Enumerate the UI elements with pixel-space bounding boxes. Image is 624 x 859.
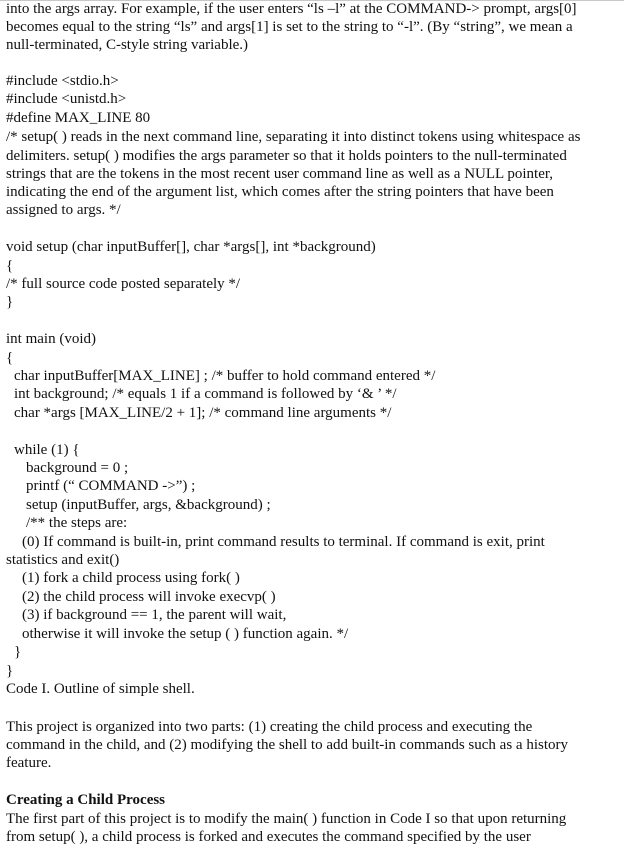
text-line: /* full source code posted separately */	[6, 276, 241, 292]
text-line: command in the child, and (2) modifying the shell to add built-in commands such as a history	[6, 737, 568, 753]
text-line: (0) If command is built-in, print command results to terminal. If command is exit, print	[22, 534, 545, 550]
text-line: otherwise it will invoke the setup ( ) function again. */	[22, 626, 349, 642]
text-line: feature.	[6, 755, 52, 771]
text-line: }	[14, 644, 22, 660]
text-line: indicating the end of the argument list, which comes after the string pointers that have been	[6, 184, 554, 200]
text-line: int main (void)	[6, 331, 96, 347]
text-line: {	[6, 258, 14, 274]
text-line: }	[6, 294, 14, 310]
text-line: (3) if background == 1, the parent will wait,	[22, 607, 287, 623]
text-line: setup (inputBuffer, args, &background) ;	[26, 497, 271, 513]
text-line: while (1) {	[14, 442, 80, 458]
text-line: #include <unistd.h>	[6, 91, 127, 107]
text-line: /* setup( ) reads in the next command line, separating it into distinct tokens using whitespace as	[6, 129, 581, 145]
text-line: null-terminated, C-style string variable.)	[6, 37, 249, 53]
text-line: char inputBuffer[MAX_LINE] ; /* buffer to hold command entered */	[14, 368, 436, 384]
text-line: /** the steps are:	[26, 515, 128, 531]
text-line: background = 0 ;	[26, 460, 129, 476]
text-line: becomes equal to the string “ls” and args[1] is set to the string to “-l”. (By “string”, we mean a	[6, 19, 573, 35]
text-line: This project is organized into two parts: (1) creating the child process and executing the	[6, 719, 533, 735]
text-line: assigned to args. */	[6, 202, 121, 218]
text-line: #include <stdio.h>	[6, 73, 119, 89]
text-line: from setup( ), a child process is forked and executes the command specified by the user	[6, 829, 531, 845]
text-line: char *args [MAX_LINE/2 + 1]; /* command line arguments */	[14, 405, 392, 421]
text-line: into the args array. For example, if the user enters “ls –l” at the COMMAND-> prompt, args[0]	[6, 1, 577, 17]
text-line: The first part of this project is to modify the main( ) function in Code I so that upon returning	[6, 811, 567, 827]
text-line: (1) fork a child process using fork( )	[22, 570, 240, 586]
text-line: {	[6, 350, 14, 366]
text-line: int background; /* equals 1 if a command is followed by ‘& ’ */	[14, 386, 397, 402]
text-line: Code I. Outline of simple shell.	[6, 681, 195, 697]
text-line: void setup (char inputBuffer[], char *args[], int *background)	[6, 239, 376, 255]
text-line: (2) the child process will invoke execvp( )	[22, 589, 276, 605]
text-line: statistics and exit()	[6, 552, 120, 568]
section-heading: Creating a Child Process	[6, 792, 166, 808]
text-line: delimiters. setup( ) modifies the args parameter so that it holds pointers to the null-terminated	[6, 148, 567, 164]
text-line: strings that are the tokens in the most recent user command line as well as a NULL pointer,	[6, 166, 554, 182]
text-line: printf (“ COMMAND ->”) ;	[26, 478, 196, 494]
text-line: }	[6, 663, 14, 679]
text-line: #define MAX_LINE 80	[6, 110, 151, 126]
